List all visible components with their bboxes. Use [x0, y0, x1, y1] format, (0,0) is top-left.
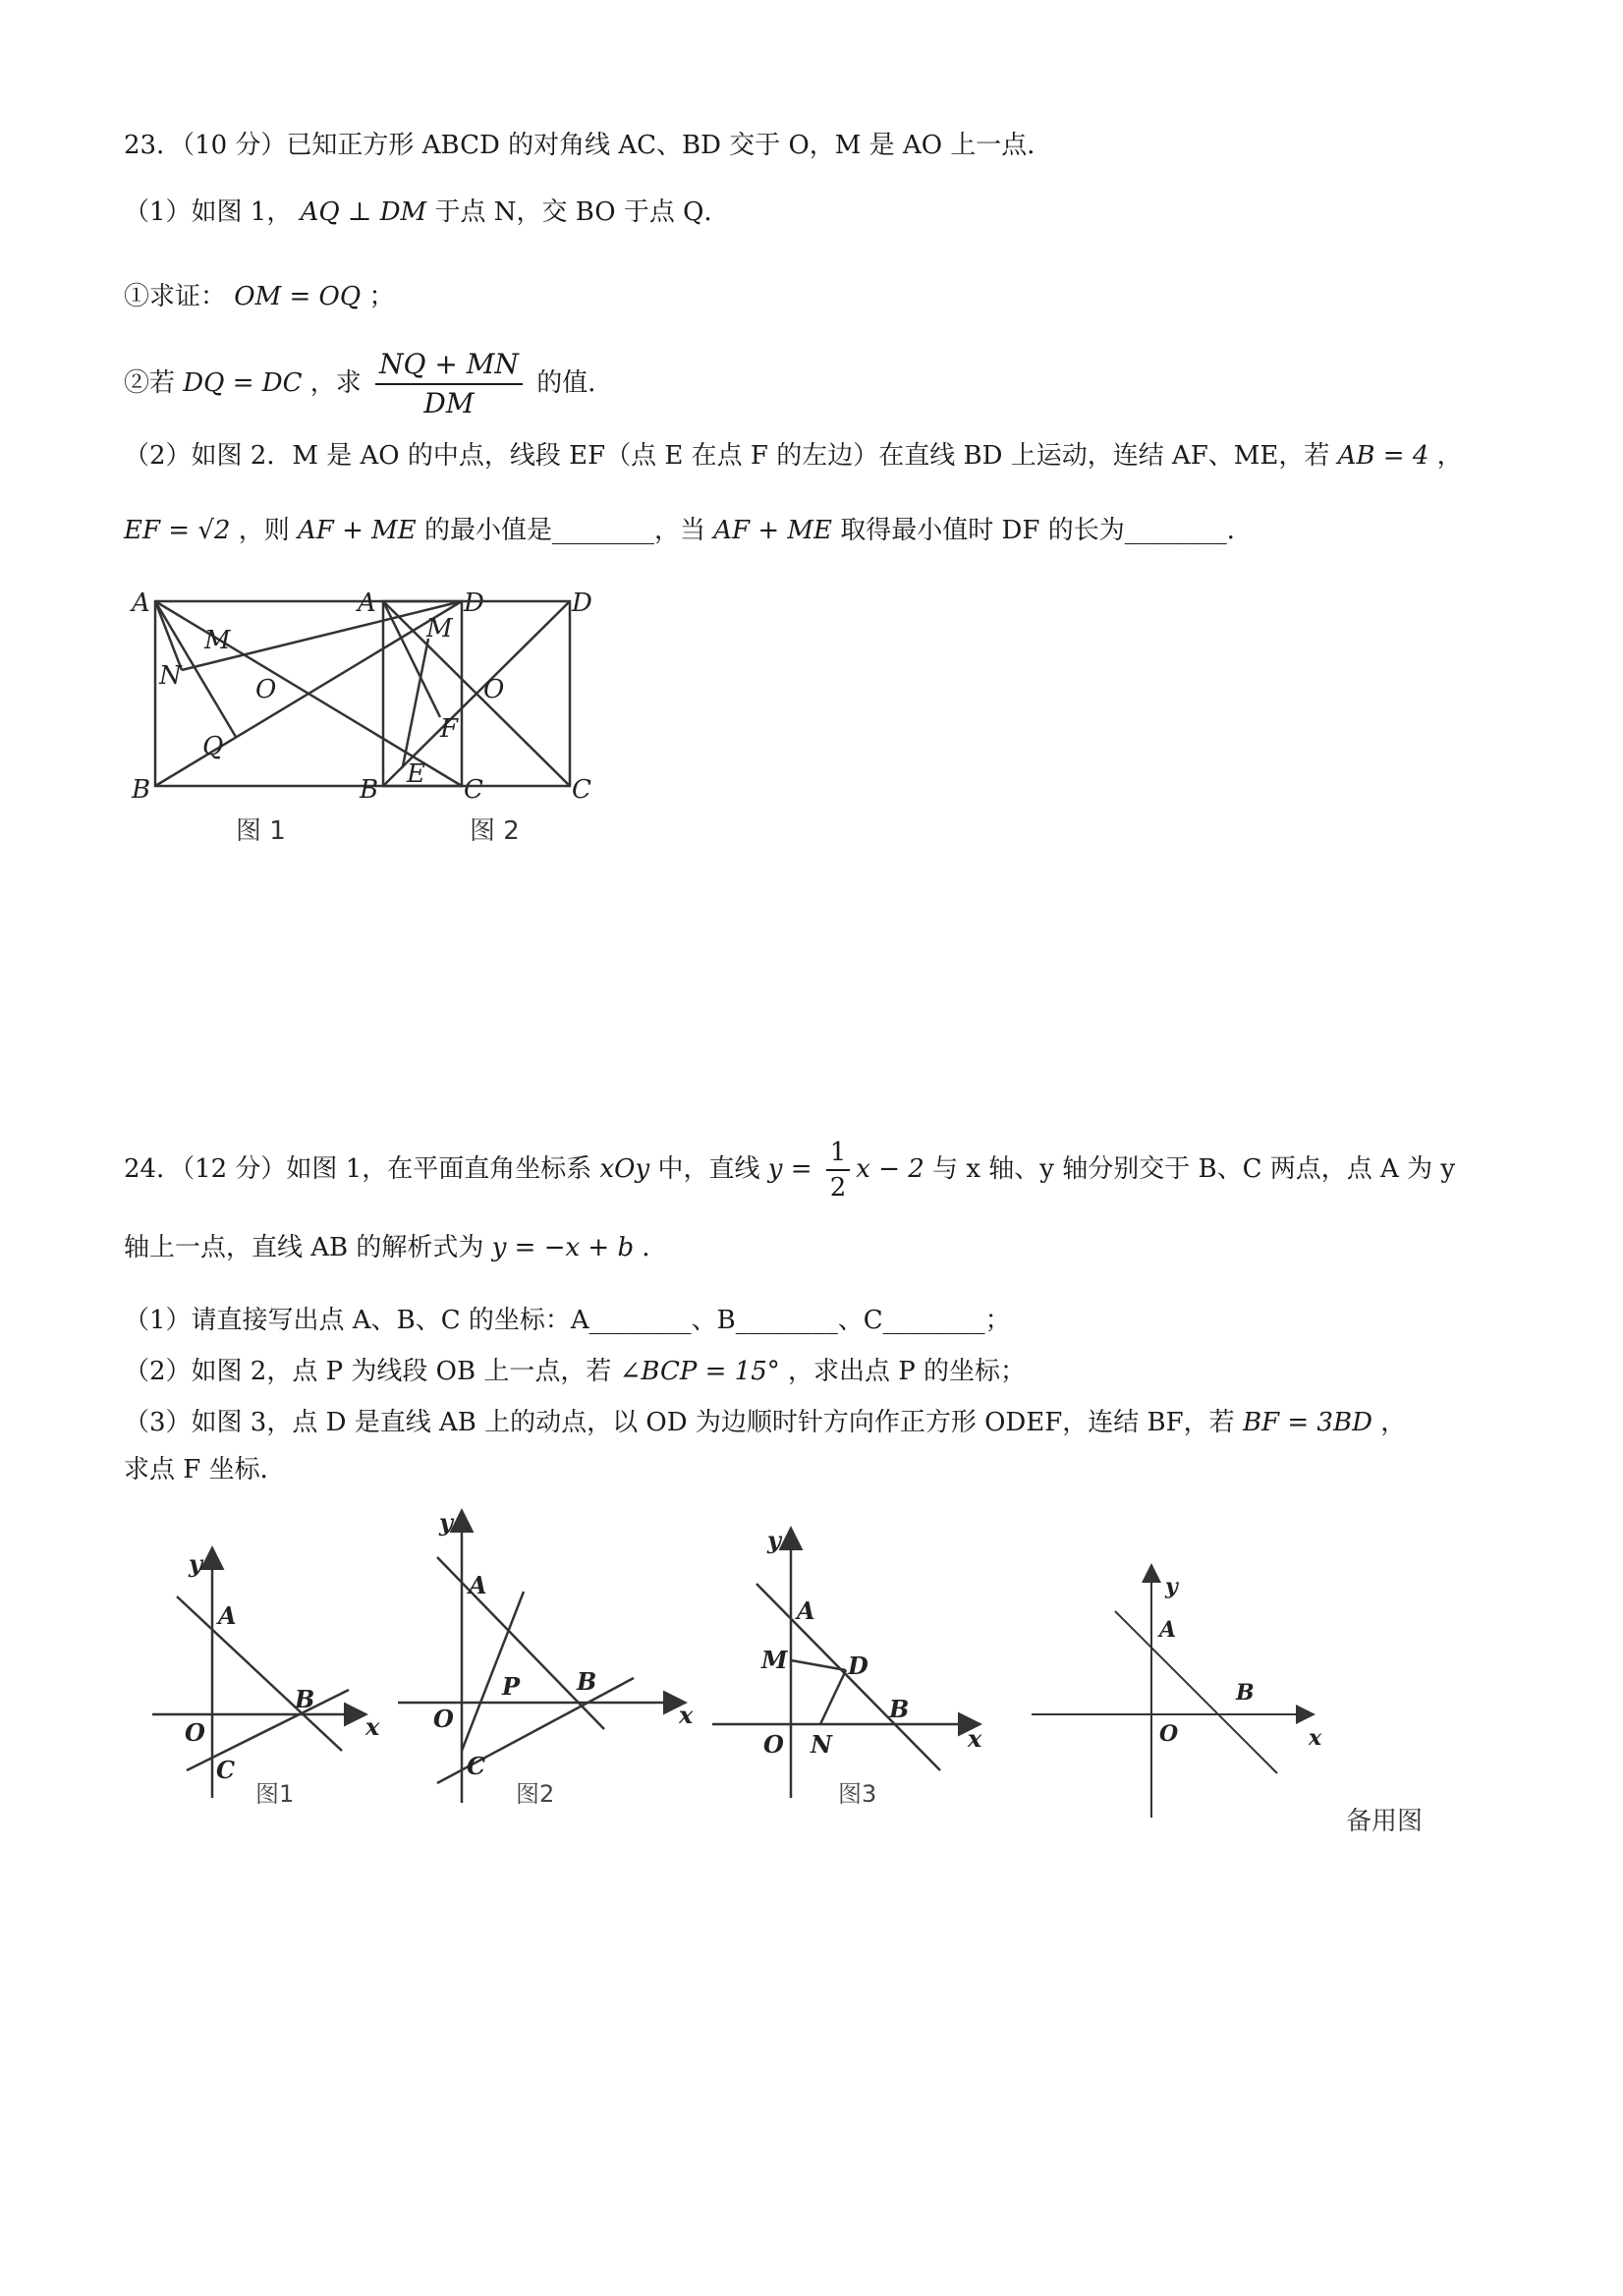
q23-part2-b-2: 的最小值是________，当: [424, 516, 706, 545]
q24-fig4-label-y: y: [1165, 1574, 1178, 1599]
q23-part2-b-math2: AF + ME: [298, 516, 417, 545]
q24-header-math1: xOy: [599, 1154, 650, 1184]
q24-part3-math: BF = 3BD: [1242, 1408, 1372, 1437]
q23-sub1-math: OM = OQ: [234, 282, 362, 311]
fig2-label-M: M: [426, 614, 453, 644]
q23-part2-b-1: ，则: [238, 516, 290, 545]
q24-header-b: 中，直线: [657, 1154, 760, 1184]
fig2-caption: 图 2: [470, 816, 520, 846]
q24-fig1-label-C: C: [216, 1756, 236, 1784]
q24-half-denominator: 2: [829, 1173, 847, 1203]
fig2-label-F: F: [440, 714, 459, 744]
q24-part3: [124, 1403, 1525, 1442]
q24-line2-math: y = −x + b: [491, 1233, 635, 1262]
q24-half-numerator: 1: [826, 1138, 851, 1171]
fig1-label-A: A: [132, 588, 150, 618]
q23-sub2-prefix: ②若: [124, 368, 176, 398]
q24-fig2-label-x: x: [679, 1701, 694, 1729]
q24-line2: [124, 1228, 1525, 1267]
q24-part2: [124, 1352, 1525, 1391]
q24-part3-line2-text: 求点 F 坐标．: [124, 1455, 286, 1484]
q24-fig2-label-B: B: [577, 1667, 597, 1696]
q24-fig2-caption: 图2: [516, 1780, 555, 1808]
q24-line2-end: ．: [642, 1233, 668, 1262]
q24-fig2-label-C: C: [467, 1752, 486, 1780]
q24-header-a: 24．（12 分）如图 1，在平面直角坐标系: [124, 1154, 592, 1184]
fig1-label-O: O: [255, 675, 277, 704]
q23-fraction-numerator: NQ + MN: [375, 348, 523, 385]
q23-part2-b-math3: AF + ME: [713, 516, 833, 545]
fig2-label-C: C: [572, 775, 591, 805]
q24-fig3-label-O: O: [763, 1730, 784, 1759]
q24-fig1: [152, 1549, 380, 1808]
fig2-label-D: D: [572, 588, 592, 618]
fig1-label-D: D: [464, 588, 484, 618]
q24-fig2-label-A: A: [469, 1571, 487, 1599]
q23-part2-line2: [124, 511, 1525, 550]
q24-fig2-label-y: y: [439, 1508, 453, 1537]
q24-fig3-label-B: B: [889, 1695, 910, 1723]
fig2-label-E: E: [407, 759, 425, 789]
q24-fig4-label-B: B: [1236, 1680, 1255, 1706]
q24-part3-b: ，: [1380, 1408, 1407, 1437]
q24-fig3-caption: 图3: [838, 1780, 877, 1808]
q24-fig4-label-A: A: [1159, 1617, 1177, 1643]
q24-fig4-label-x: x: [1309, 1725, 1322, 1751]
q23-header-text: 23．（10 分）已知正方形 ABCD 的对角线 AC、BD 交于 O，M 是 AO 上一点．: [124, 131, 1053, 160]
fig2-label-O: O: [483, 675, 505, 704]
q23-sub1: [124, 277, 1525, 316]
q23-sub1-suffix: ；: [368, 282, 395, 311]
q24-fig3-label-M: M: [761, 1646, 788, 1674]
q24-part1-text: （1）请直接写出点 A、B、C 的坐标：A________、B________、C________；: [124, 1306, 1011, 1335]
q24-fig4-caption: 备用图: [1346, 1807, 1424, 1836]
fig1-caption: 图 1: [236, 816, 286, 846]
fig1-label-C: C: [464, 775, 483, 805]
q23-part1-math: AQ ⊥ DM: [300, 197, 427, 227]
q23-sub2: [124, 344, 1525, 422]
q23-part2-b-3: 取得最小值时 DF 的长为________．: [840, 516, 1253, 545]
q24-part3-line2: [124, 1450, 1525, 1489]
q24-header-y: y =: [767, 1154, 812, 1184]
fig1-label-N: N: [159, 661, 182, 691]
q24-fig3-label-D: D: [848, 1652, 868, 1680]
q24-figures: [147, 1503, 1483, 1847]
q23-part1-text: （1）如图 1，: [124, 197, 293, 227]
q24-fig3-label-N: N: [811, 1730, 832, 1759]
q24-fig2-label-P: P: [502, 1672, 521, 1701]
q23-fraction-denominator: DM: [423, 387, 475, 420]
q24-fig3: [712, 1526, 982, 1808]
q23-fraction: [375, 348, 523, 420]
q23-part1: [124, 193, 1525, 232]
q23-part2-a-math: AB = 4: [1337, 441, 1429, 471]
q23-part2-b-math1: EF = √2: [124, 516, 231, 545]
q23-part2-a-end: ，: [1436, 441, 1463, 471]
q24-fig3-label-x: x: [968, 1724, 982, 1753]
q23-sub2-math: DQ = DC: [183, 368, 303, 398]
q24-fig3-label-A: A: [797, 1596, 815, 1625]
q24-part2-a: （2）如图 2，点 P 为线段 OB 上一点，若: [124, 1357, 612, 1386]
q24-fig1-label-A: A: [218, 1601, 237, 1630]
q24-fig1-label-B: B: [295, 1685, 315, 1713]
q23-part2-line1: [124, 436, 1525, 476]
q23-part2-a: （2）如图 2．M 是 AO 的中点，线段 EF（点 E 在点 F 的左边）在直线 BD 上运动，连结 AF、ME，若: [124, 441, 1330, 471]
q24-part3-a: （3）如图 3，点 D 是直线 AB 上的动点，以 OD 为边顺时针方向作正方形 ODEF，连结 BF，若: [124, 1408, 1235, 1437]
q24-fig1-label-O: O: [185, 1718, 205, 1747]
q24-fig2: [398, 1508, 694, 1808]
q24-fig2-label-O: O: [433, 1705, 454, 1733]
q24-part2-math: ∠BCP = 15°: [619, 1357, 780, 1386]
q23-sub2-mid: ，求: [309, 368, 362, 398]
fig2-label-A: A: [358, 588, 376, 618]
fig1-label-Q: Q: [202, 732, 224, 761]
q23-part1-rest: 于点 N，交 BO 于点 Q．: [434, 197, 730, 227]
q23-fig2-lines: [383, 601, 570, 786]
q24-fig1-label-x: x: [365, 1712, 380, 1741]
q24-header-c: 与 x 轴、y 轴分别交于 B、C 两点，点 A 为 y: [932, 1154, 1456, 1184]
q23-header: [124, 126, 1525, 165]
fig1-label-B: B: [132, 775, 151, 805]
q24-fig4-label-O: O: [1159, 1721, 1179, 1747]
fig1-label-M: M: [204, 626, 231, 655]
q24-part2-b: ，求出点 P 的坐标；: [788, 1357, 1027, 1386]
q24-fig1-caption: 图1: [255, 1780, 295, 1808]
q24-half-fraction: [826, 1138, 851, 1203]
q23-sub1-prefix: ①求证：: [124, 282, 227, 311]
fig2-label-B: B: [360, 775, 379, 805]
q24-fig4: [1032, 1567, 1423, 1836]
q23-fig2: [354, 580, 648, 855]
q24-fig3-label-y: y: [767, 1526, 781, 1554]
q24-fig1-label-y: y: [189, 1549, 202, 1578]
q24-part1: [124, 1301, 1525, 1340]
q24-header-tail-math: x − 2: [856, 1154, 924, 1184]
q24-header: [124, 1130, 1525, 1208]
q23-sub2-suffix: 的值．: [536, 368, 614, 398]
q24-line2-text: 轴上一点，直线 AB 的解析式为: [124, 1233, 484, 1262]
